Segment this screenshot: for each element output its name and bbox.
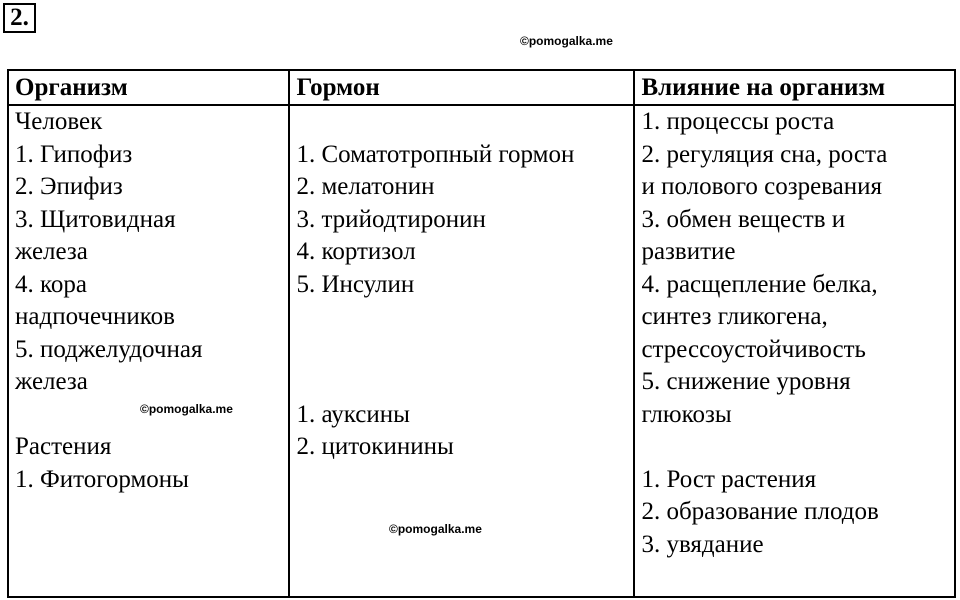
- effect-line: синтез гликогена,: [641, 303, 828, 330]
- watermark-left: ©pomogalka.me: [140, 402, 233, 416]
- hormone-line: 1. Соматотропный гормон: [296, 140, 575, 168]
- hormone-line: 2. цитокинины: [296, 433, 454, 460]
- hormone-line: 4. кортизол: [296, 238, 416, 265]
- hormone-spacer: [296, 301, 627, 334]
- header-organism: Организм: [8, 70, 289, 105]
- hormone-spacer: [296, 334, 627, 367]
- organism-cell: [8, 105, 289, 597]
- table-row: [8, 105, 955, 597]
- organism-line: 4. кора: [15, 270, 87, 298]
- effect-line: 3. обмен веществ и: [641, 205, 846, 233]
- organism-line: железа: [15, 368, 88, 395]
- header-hormone: Гормон: [289, 70, 634, 105]
- hormone-line: 3. трийодтиронин: [296, 205, 486, 233]
- effect-line: 1. процессы роста: [641, 108, 835, 135]
- effect-line: и полового созревания: [641, 173, 883, 200]
- hormone-cell: [289, 105, 634, 597]
- hormone-line: 5. Инсулин: [296, 270, 415, 298]
- organism-line: 1. Гипофиз: [15, 140, 133, 168]
- organism-line: 2. Эпифиз: [15, 173, 123, 200]
- organism-line: Человек: [15, 108, 103, 135]
- organism-line: железа: [15, 238, 88, 265]
- task-number-box: 2.: [3, 3, 36, 33]
- effect-line: 4. расщепление белка,: [641, 270, 878, 298]
- effect-cell: [634, 105, 955, 597]
- effect-line: стрессоустойчивость: [641, 335, 866, 363]
- hormone-spacer: [296, 366, 627, 399]
- organism-line: 5. поджелудочная: [15, 335, 203, 363]
- header-effect: Влияние на организм: [634, 70, 955, 105]
- hormone-line: 1. ауксины: [296, 400, 410, 428]
- watermark-top: ©pomogalka.me: [520, 34, 613, 48]
- effect-line: глюкозы: [641, 400, 732, 428]
- effect-line: 5. снижение уровня: [641, 368, 851, 395]
- organism-line: Растения: [15, 433, 112, 460]
- effect-line: 1. Рост растения: [641, 465, 817, 493]
- effect-line: 3. увядание: [641, 530, 764, 558]
- effect-line: 2. образование плодов: [641, 498, 879, 525]
- organism-spacer: [15, 399, 282, 432]
- hormone-spacer: [296, 106, 627, 139]
- hormone-table: [7, 69, 956, 598]
- organism-line: 1. Фитогормоны: [15, 465, 189, 493]
- hormone-line: 2. мелатонин: [296, 173, 435, 200]
- effect-line: 2. регуляция сна, роста: [641, 140, 888, 168]
- watermark-bottom: ©pomogalka.me: [389, 522, 482, 536]
- effect-line: развитие: [641, 238, 736, 265]
- effect-spacer: [641, 431, 948, 464]
- table-header-row: [8, 70, 955, 105]
- organism-line: 3. Щитовидная: [15, 205, 176, 233]
- organism-line: надпочечников: [15, 303, 175, 330]
